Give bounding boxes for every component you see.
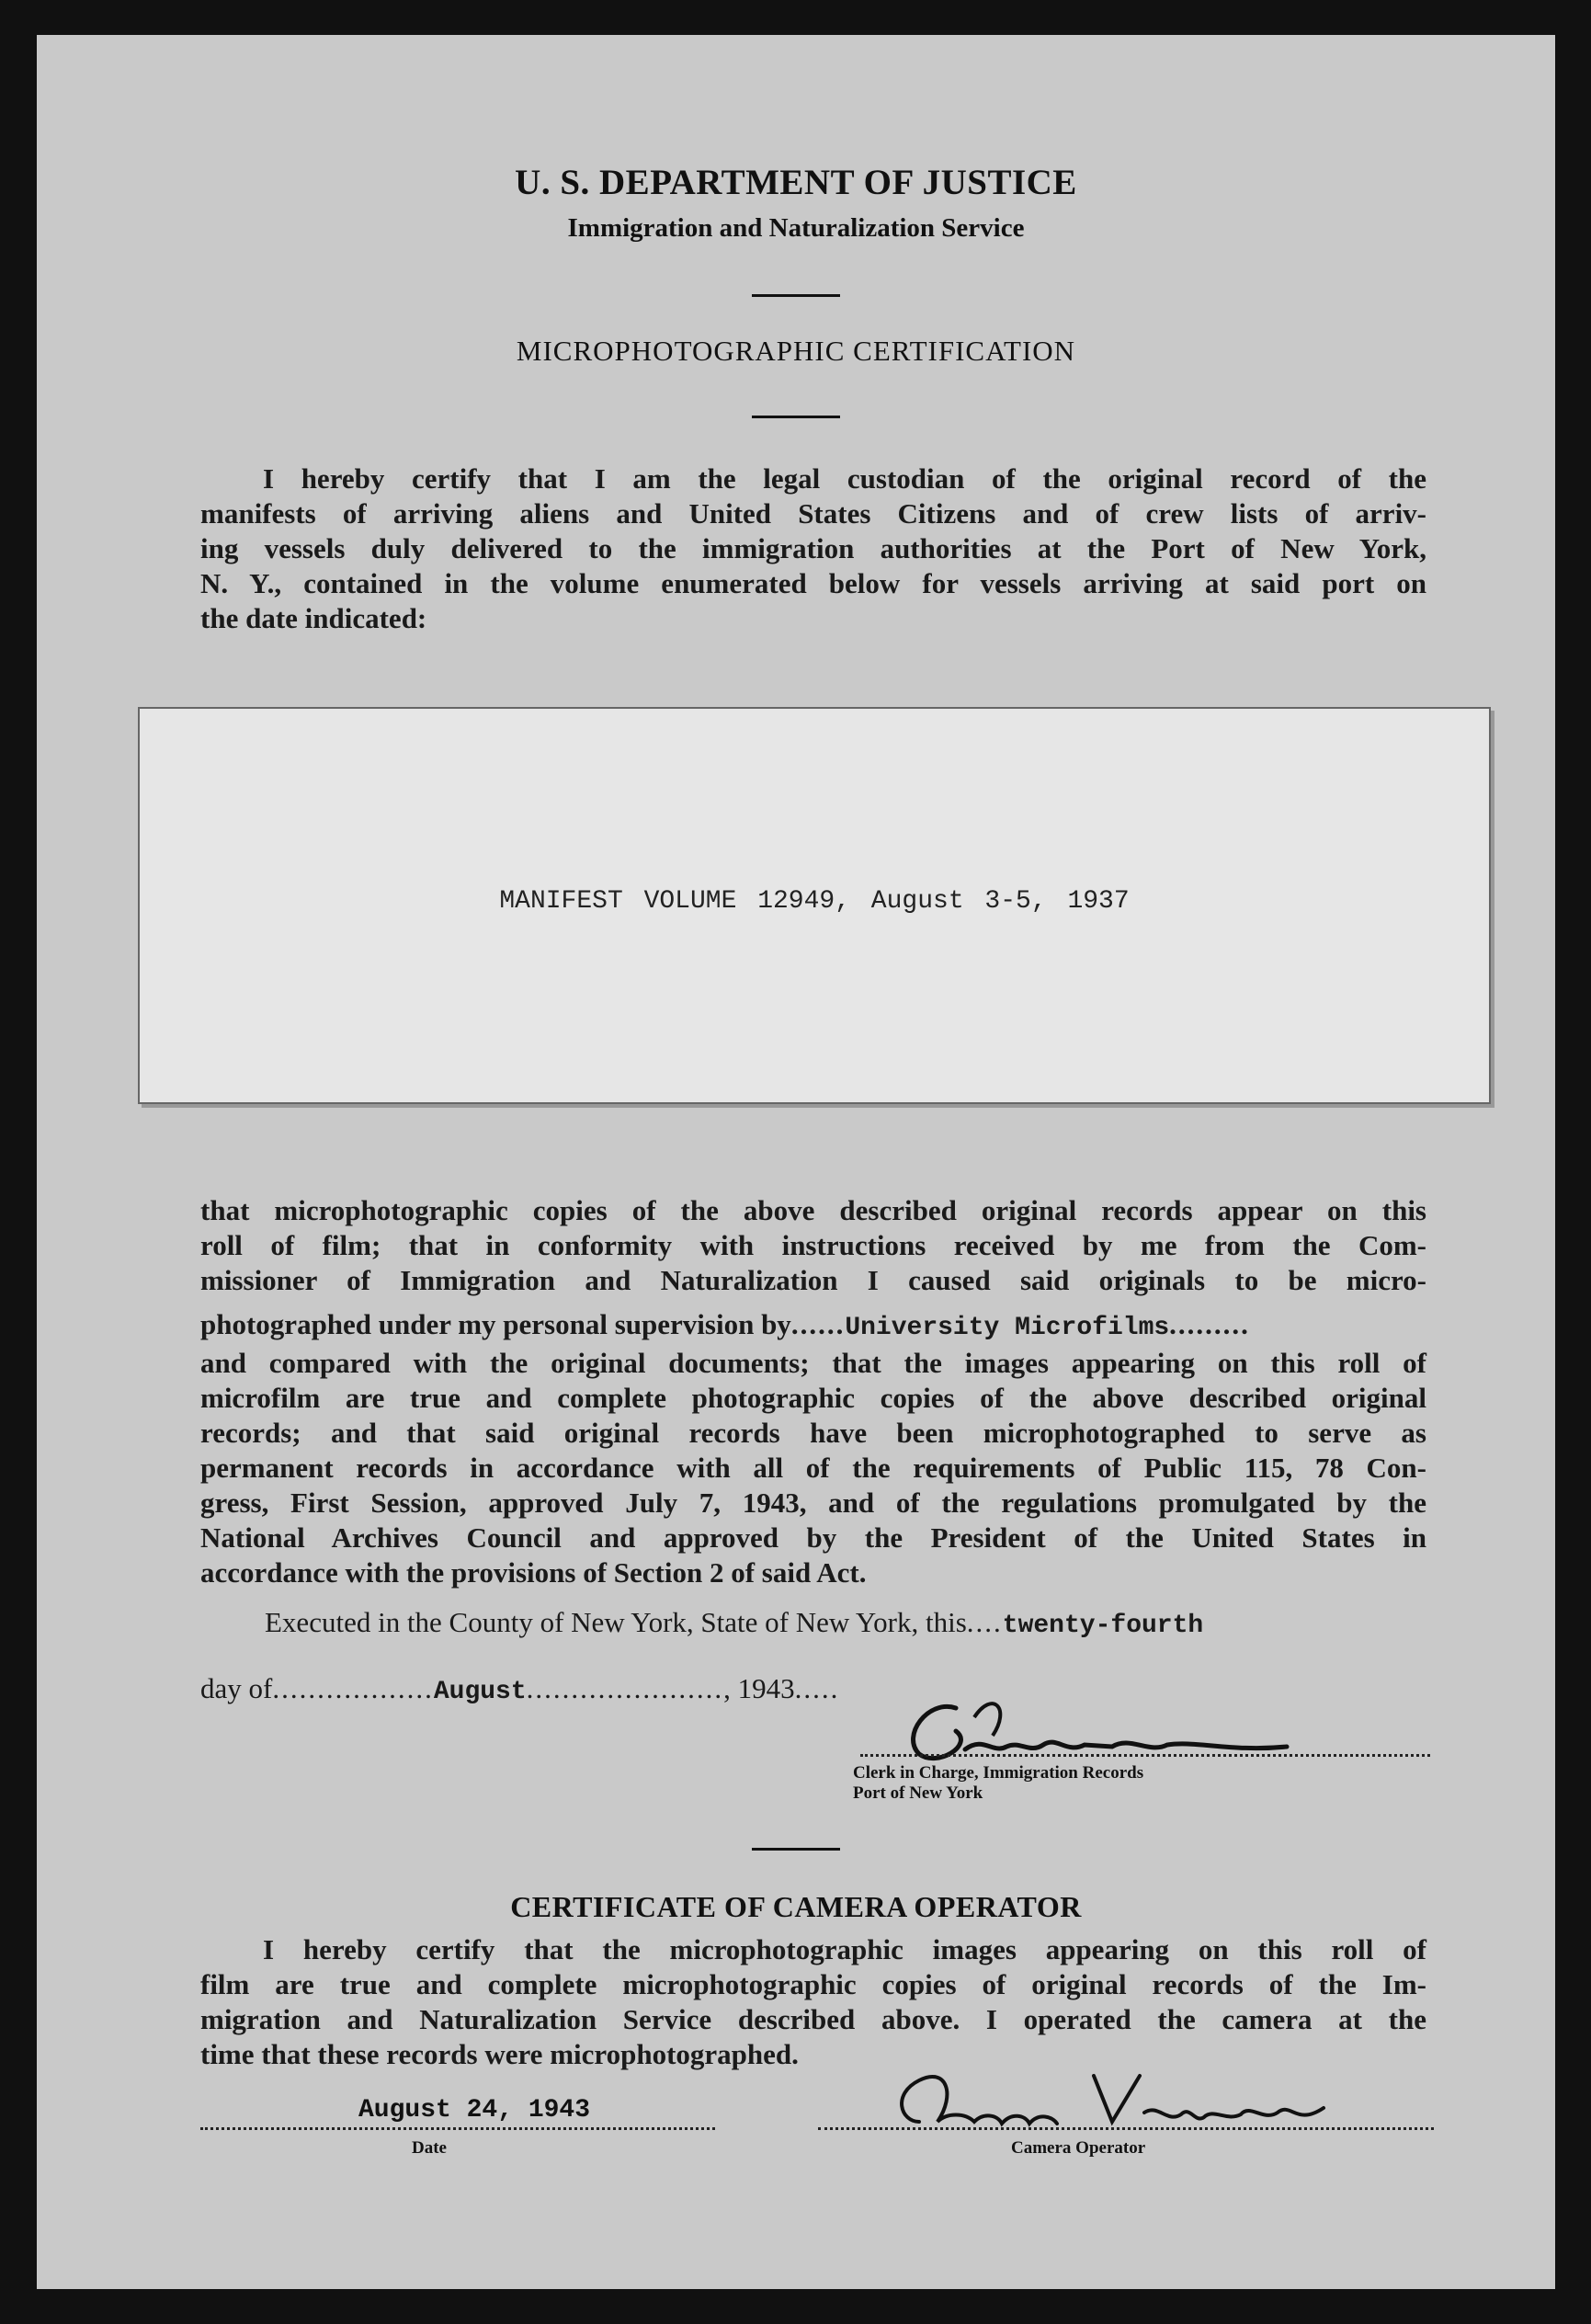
execution-line: Executed in the County of New York, State of New York, this....twenty-fourth <box>265 1606 1204 1640</box>
divider <box>752 416 840 418</box>
year-text: , 1943 <box>723 1672 795 1704</box>
camera-paragraph <box>200 1932 1426 2072</box>
clerk-title <box>853 1763 1143 1804</box>
day-of-line: day of..................August......................, 1943..... <box>200 1672 840 1706</box>
certificate-page <box>37 35 1555 2289</box>
paragraph-line: that microphotographic copies of the above described original records appear on this <box>200 1194 1426 1226</box>
paragraph-line: I hereby certify that the microphotographic images appearing on this roll of <box>263 1933 1426 1965</box>
supervision-prefix: photographed under my personal supervision by <box>200 1308 791 1340</box>
month-value: August <box>433 1678 527 1706</box>
clerk-title-line1: Clerk in Charge, Immigration Records <box>853 1763 1144 1783</box>
body-paragraph <box>200 1193 1426 1590</box>
paragraph-line: missioner of Immigration and Naturalization I caused said originals to be micro- <box>200 1264 1426 1296</box>
certification-title: MICROPHOTOGRAPHIC CERTIFICATION <box>516 335 1076 367</box>
paragraph-line: I hereby certify that I am the legal custodian of the original record of the <box>263 462 1426 495</box>
paragraph-line: National Archives Council and approved by the President of the United States in <box>200 1521 1426 1554</box>
intro-paragraph <box>200 461 1426 636</box>
supervision-line: photographed under my personal supervision by......University Microfilms......... <box>200 1308 1250 1342</box>
camera-heading: CERTIFICATE OF CAMERA OPERATOR <box>510 1890 1082 1923</box>
paragraph-line: migration and Naturalization Service described above. I operated the camera at the <box>200 2003 1426 2035</box>
clerk-title-line2: Port of New York <box>853 1783 983 1803</box>
paragraph-line: N. Y., contained in the volume enumerated below for vessels arriving at said port on <box>200 567 1426 599</box>
paragraph-line: ing vessels duly delivered to the immigration authorities at the Port of New York, <box>200 532 1426 564</box>
paragraph-line: time that these records were microphotographed. <box>200 2038 799 2070</box>
date-line <box>200 2127 715 2130</box>
paragraph-line: roll of film; that in conformity with instructions received by me from the Com- <box>200 1229 1426 1261</box>
paragraph-line: microfilm are true and complete photographic copies of the above described original <box>200 1382 1426 1414</box>
clerk-signature-line <box>860 1754 1430 1757</box>
paragraph-line: accordance with the provisions of Section 2 of said Act. <box>200 1556 867 1589</box>
divider <box>752 294 840 297</box>
execution-day-value: twenty-fourth <box>1002 1612 1204 1640</box>
supervision-value: University Microfilms <box>845 1314 1170 1342</box>
paragraph-line: records; and that said original records have been microphotographed to serve as <box>200 1417 1426 1449</box>
manifest-slip <box>138 707 1491 1104</box>
divider <box>752 1848 840 1851</box>
operator-line <box>818 2127 1434 2130</box>
paragraph-line: gress, First Session, approved July 7, 1943, and of the regulations promulgated by the <box>200 1487 1426 1519</box>
paragraph-line: permanent records in accordance with all of the requirements of Public 115, 78 Con- <box>200 1452 1426 1484</box>
day-of-label: day of <box>200 1672 273 1704</box>
department-heading: U. S. DEPARTMENT OF JUSTICE <box>515 163 1077 202</box>
paragraph-line: film are true and complete microphotographic copies of original records of the Im- <box>200 1968 1426 2000</box>
manifest-volume-text: MANIFEST VOLUME 12949, August 3-5, 1937 <box>499 887 1130 916</box>
date-value: August 24, 1943 <box>358 2096 591 2125</box>
paragraph-line: manifests of arriving aliens and United States Citizens and of crew lists of arriv- <box>200 497 1426 530</box>
operator-label: Camera Operator <box>1011 2138 1146 2158</box>
service-subheading: Immigration and Naturalization Service <box>567 213 1025 243</box>
paragraph-line: and compared with the original documents; that the images appearing on this roll of <box>200 1347 1426 1379</box>
execution-prefix: Executed in the County of New York, State of New York, this <box>265 1606 967 1638</box>
date-label: Date <box>412 2138 447 2158</box>
paragraph-line: the date indicated: <box>200 602 427 634</box>
